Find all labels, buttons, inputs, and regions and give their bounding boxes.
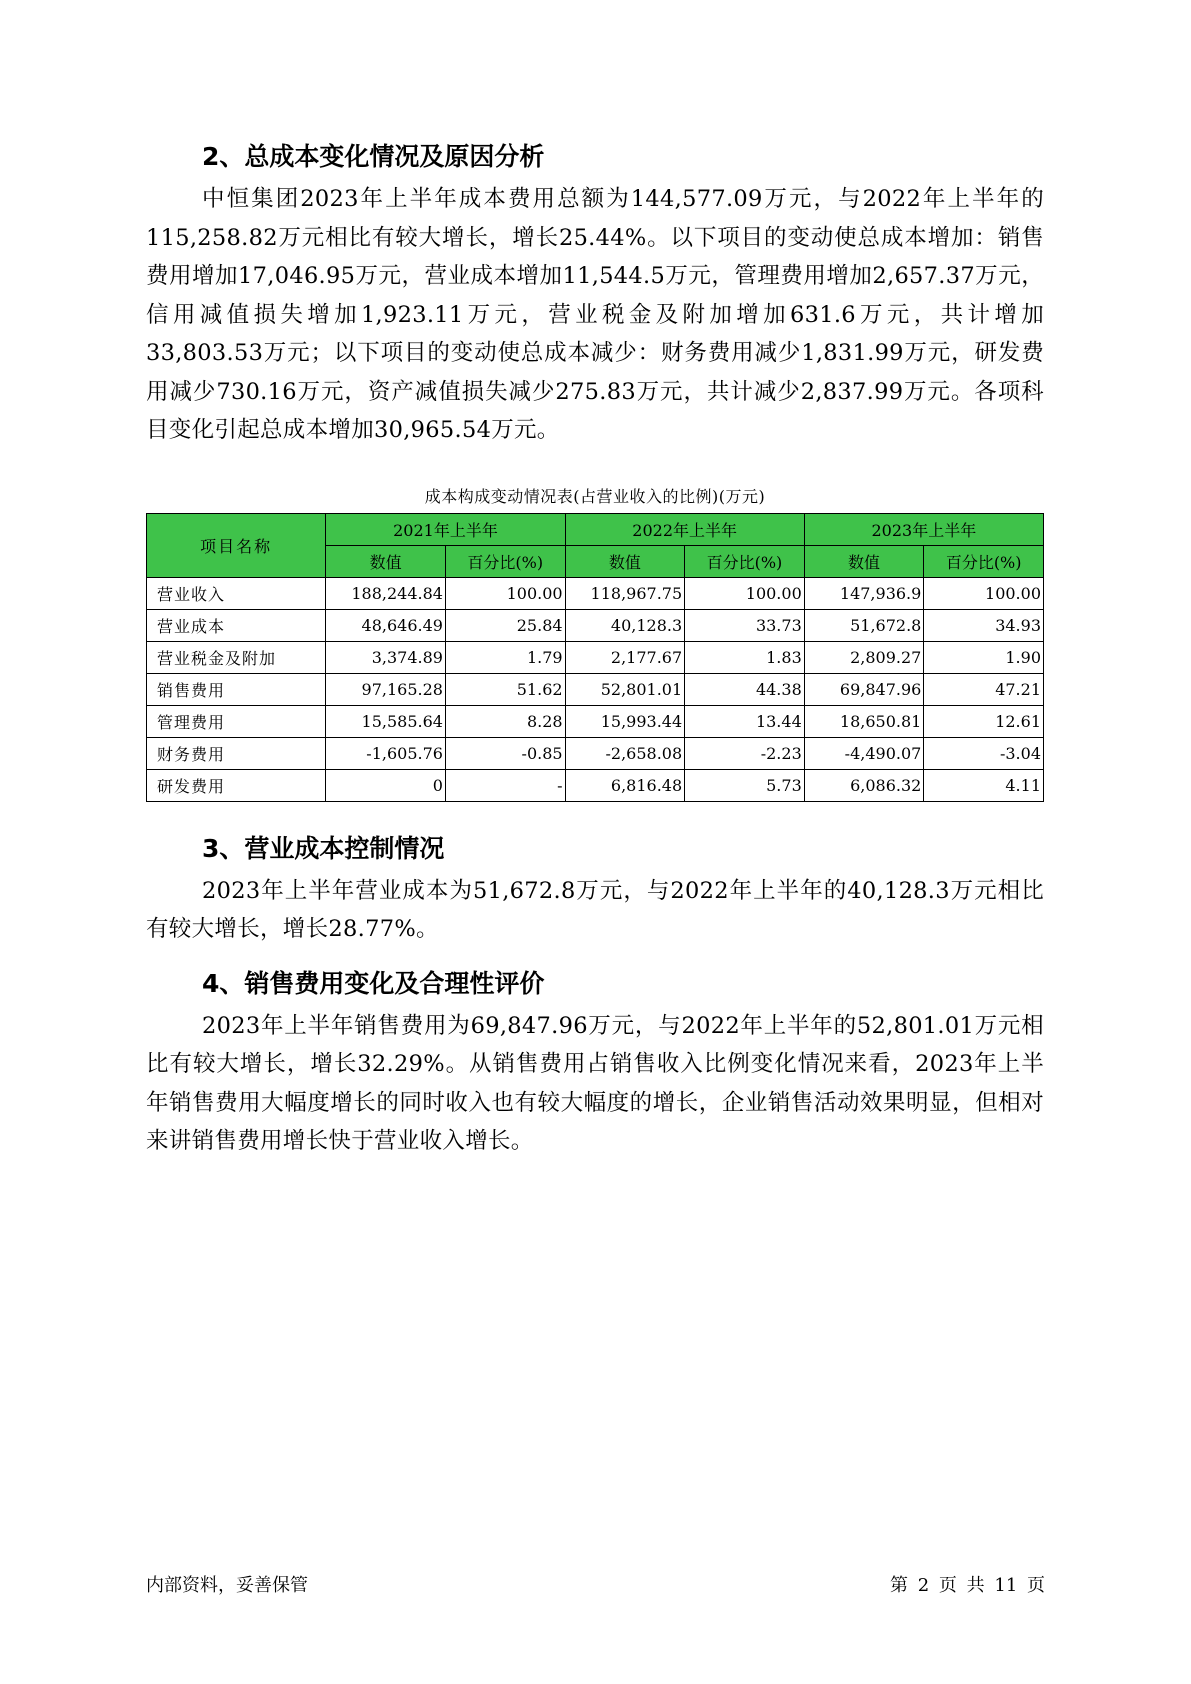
cost-structure-table [146,513,1044,802]
table-cell-value: 0 [326,769,446,801]
table-cell-value: 52,801.01 [565,673,685,705]
table-subheader-value: 数值 [326,545,446,577]
table-subheader-value: 数值 [804,545,924,577]
table-cell-value: 40,128.3 [565,609,685,641]
table-cell-value: 6,086.32 [804,769,924,801]
table-subheader-percent: 百分比(%) [445,545,565,577]
table-cell-percent: 1.90 [924,641,1044,673]
table-cell-value: -1,605.76 [326,737,446,769]
table-cell-value: 6,816.48 [565,769,685,801]
table-cell-percent: 100.00 [924,577,1044,609]
table-cell-percent: 100.00 [685,577,805,609]
table-cell-percent: 100.00 [445,577,565,609]
table-cell-percent: 5.73 [685,769,805,801]
table-cell-value: 15,585.64 [326,705,446,737]
table-cell-item-name: 销售费用 [147,673,326,705]
footer-confidential-note: 内部资料，妥善保管 [146,1575,308,1596]
table-header-item-name: 项目名称 [147,513,326,577]
table-cell-percent: 4.11 [924,769,1044,801]
table-row [147,577,1044,609]
table-cell-percent: 1.83 [685,641,805,673]
table-cell-value: 147,936.9 [804,577,924,609]
table-cell-percent: 34.93 [924,609,1044,641]
table-cell-percent: - [445,769,565,801]
table-cell-percent: -2.23 [685,737,805,769]
table-cell-value: 188,244.84 [326,577,446,609]
table-cell-percent: 51.62 [445,673,565,705]
table-row [147,705,1044,737]
table-cell-percent: 47.21 [924,673,1044,705]
table-cell-percent: 12.61 [924,705,1044,737]
table-cell-percent: -3.04 [924,737,1044,769]
table-cell-value: -4,490.07 [804,737,924,769]
table-header-period: 2021年上半年 [326,513,565,545]
table-cell-item-name: 营业成本 [147,609,326,641]
table-row [147,641,1044,673]
table-cell-item-name: 营业税金及附加 [147,641,326,673]
table-cell-item-name: 营业收入 [147,577,326,609]
table-header-period: 2023年上半年 [804,513,1043,545]
footer-page-number: 第 2 页 共 11 页 [890,1575,1045,1596]
table-cell-percent: 13.44 [685,705,805,737]
table-cell-value: 51,672.8 [804,609,924,641]
page-content [146,140,1044,1161]
table-cell-value: 118,967.75 [565,577,685,609]
table-header-period: 2022年上半年 [565,513,804,545]
table-cell-percent: 44.38 [685,673,805,705]
table-cell-percent: 1.79 [445,641,565,673]
section-paragraph-operating-cost: 2023年上半年营业成本为51,672.8万元，与2022年上半年的40,128.3万元相比有较大增长，增长28.77%。 [146,877,1044,942]
table-cell-value: 3,374.89 [326,641,446,673]
table-subheader-value: 数值 [565,545,685,577]
section-heading-sales-expense: 4、销售费用变化及合理性评价 [202,968,545,998]
table-cell-value: 2,809.27 [804,641,924,673]
table-cell-value: 48,646.49 [326,609,446,641]
table-cell-value: 69,847.96 [804,673,924,705]
table-cell-value: -2,658.08 [565,737,685,769]
table-cell-item-name: 管理费用 [147,705,326,737]
table-cell-value: 18,650.81 [804,705,924,737]
section-heading-operating-cost: 3、营业成本控制情况 [202,833,445,863]
table-cell-value: 2,177.67 [565,641,685,673]
table-cell-percent: 8.28 [445,705,565,737]
table-caption: 成本构成变动情况表(占营业收入的比例)(万元) [424,486,766,506]
table-cell-percent: 25.84 [445,609,565,641]
table-body [147,577,1044,801]
section-heading-total-cost: 2、总成本变化情况及原因分析 [202,142,545,171]
table-cell-percent: -0.85 [445,737,565,769]
table-subheader-percent: 百分比(%) [685,545,805,577]
table-cell-value: 15,993.44 [565,705,685,737]
section-paragraph-sales-expense: 2023年上半年销售费用为69,847.96万元，与2022年上半年的52,801.01万元相比有较大增长，增长32.29%。从销售费用占销售收入比例变化情况来看，2023年上半年销售费用大幅度增长的同时收入也有较大幅度的增长，企业销售活动效果明显，但相对来讲销售费用增长快于营业收入增长。 [146,1012,1044,1154]
table-cell-percent: 33.73 [685,609,805,641]
table-cell-item-name: 财务费用 [147,737,326,769]
table-row [147,769,1044,801]
table-cell-value: 97,165.28 [326,673,446,705]
table-cell-item-name: 研发费用 [147,769,326,801]
table-row [147,609,1044,641]
section-paragraph-total-cost: 中恒集团2023年上半年成本费用总额为144,577.09万元，与2022年上半年的115,258.82万元相比有较大增长，增长25.44%。以下项目的变动使总成本增加：销售费用增加17,046.95万元，营业成本增加11,544.5万元，管理费用增加2,657.37万元，信用减值损失增加1,923.11万元，营业税金及附加增加631.6万元，共计增加33,803.53万元；以下项目的变动使总成本减少：财务费用减少1,831.99万元，研发费用减少730.16万元，资产减值损失减少275.83万元，共计减少2,837.99万元。各项科目变化引起总成本增加30,965.54万元。 [146,186,1044,443]
table-row [147,737,1044,769]
table-subheader-percent: 百分比(%) [924,545,1044,577]
table-row [147,673,1044,705]
